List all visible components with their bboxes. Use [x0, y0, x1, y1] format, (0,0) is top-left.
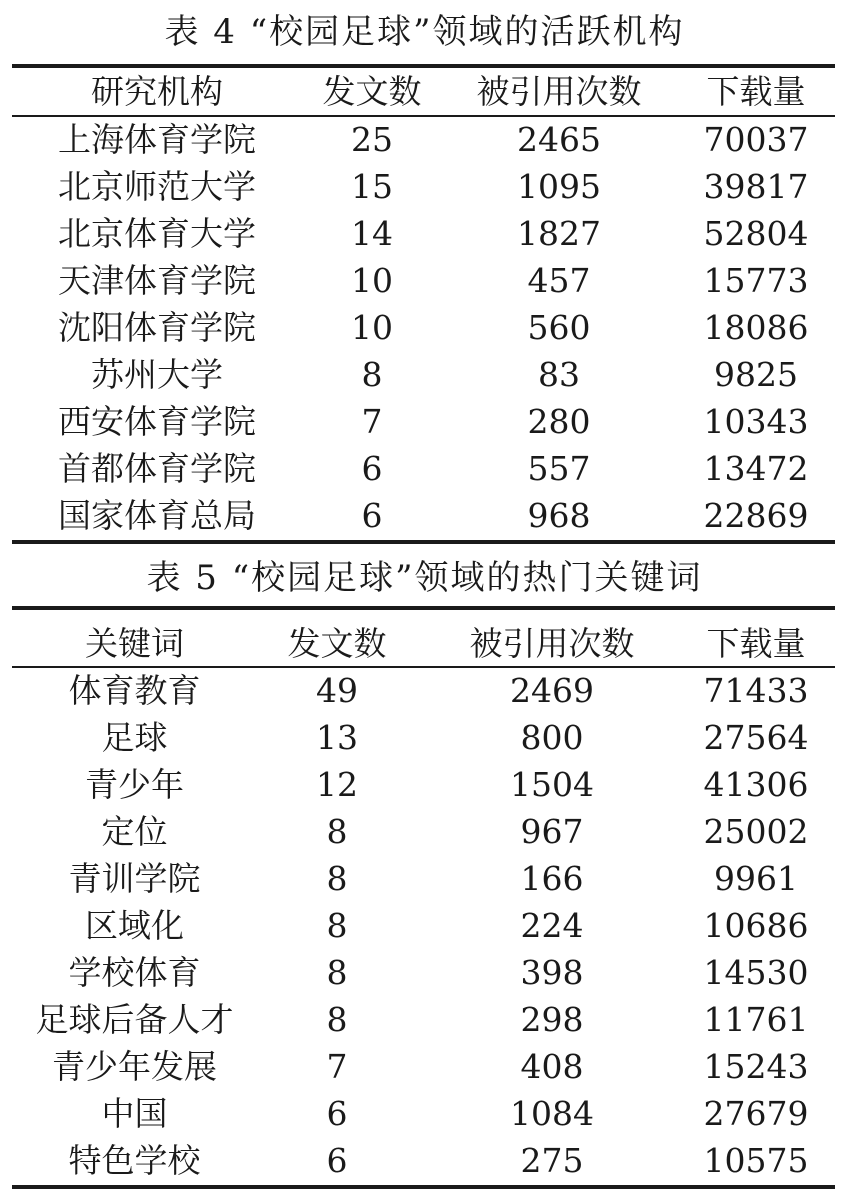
table-5-bottom-rule — [12, 1185, 835, 1189]
table-4-header-downloads: 下载量 — [706, 72, 806, 111]
papers-cell: 14 — [351, 214, 393, 253]
papers-cell: 6 — [326, 1141, 348, 1180]
downloads-cell: 27679 — [703, 1094, 809, 1133]
papers-cell: 8 — [326, 1000, 348, 1039]
keyword-cell: 足球后备人才 — [35, 1000, 234, 1039]
citations-cell: 968 — [527, 496, 591, 535]
citations-cell: 1504 — [510, 765, 594, 804]
table-5-header-keyword: 关键词 — [85, 624, 184, 663]
downloads-cell: 10686 — [703, 906, 809, 945]
table-5-caption: 表 5 “校园足球”领域的热门关键词 — [146, 558, 703, 598]
keyword-cell: 学校体育 — [68, 953, 201, 992]
table-row — [12, 163, 835, 210]
downloads-cell: 13472 — [703, 449, 809, 488]
keyword-cell: 青少年发展 — [52, 1047, 217, 1086]
papers-cell: 10 — [351, 261, 393, 300]
downloads-cell: 41306 — [703, 765, 809, 804]
papers-cell: 25 — [351, 120, 393, 159]
citations-cell: 1084 — [510, 1094, 594, 1133]
table-row — [12, 210, 835, 257]
papers-cell: 8 — [326, 859, 348, 898]
table-row — [12, 808, 835, 855]
institution-cell: 天津体育学院 — [58, 261, 256, 300]
table-row — [12, 996, 835, 1043]
papers-cell: 49 — [316, 671, 358, 710]
downloads-cell: 9961 — [714, 859, 798, 898]
table-5-header-papers: 发文数 — [287, 624, 387, 663]
downloads-cell: 18086 — [703, 308, 809, 347]
downloads-cell: 11761 — [703, 1000, 809, 1039]
papers-cell: 10 — [351, 308, 393, 347]
downloads-cell: 15773 — [703, 261, 809, 300]
keyword-cell: 青少年 — [85, 765, 184, 804]
keyword-cell: 青训学院 — [68, 859, 201, 898]
institution-cell: 国家体育总局 — [58, 496, 256, 535]
institution-cell: 首都体育学院 — [58, 449, 256, 488]
table-row — [12, 398, 835, 445]
citations-cell: 2465 — [517, 120, 601, 159]
papers-cell: 6 — [361, 449, 383, 488]
downloads-cell: 10343 — [703, 402, 809, 441]
downloads-cell: 14530 — [703, 953, 809, 992]
table-row — [12, 1090, 835, 1137]
citations-cell: 967 — [520, 812, 584, 851]
table-5-header-downloads: 下载量 — [706, 624, 806, 663]
table-row — [12, 445, 835, 492]
table-5-top-rule — [12, 606, 835, 610]
table-5-header-citations: 被引用次数 — [469, 624, 635, 663]
citations-cell: 1095 — [517, 167, 601, 206]
citations-cell: 408 — [520, 1047, 584, 1086]
citations-cell: 457 — [527, 261, 591, 300]
institution-cell: 上海体育学院 — [58, 120, 256, 159]
papers-cell: 6 — [361, 496, 383, 535]
downloads-cell: 10575 — [703, 1141, 809, 1180]
table-4-header-citations: 被引用次数 — [476, 72, 642, 111]
citations-cell: 800 — [520, 718, 584, 757]
papers-cell: 15 — [351, 167, 393, 206]
institution-cell: 沈阳体育学院 — [58, 308, 256, 347]
downloads-cell: 9825 — [714, 355, 798, 394]
papers-cell: 8 — [326, 812, 348, 851]
downloads-cell: 25002 — [703, 812, 809, 851]
table-row — [12, 492, 835, 539]
keyword-cell: 足球 — [101, 718, 168, 757]
keyword-cell: 定位 — [101, 812, 168, 851]
citations-cell: 280 — [527, 402, 591, 441]
citations-cell: 557 — [527, 449, 591, 488]
downloads-cell: 27564 — [703, 718, 809, 757]
institution-cell: 西安体育学院 — [58, 402, 256, 441]
table-5-header-row — [12, 620, 835, 667]
table-row — [12, 949, 835, 996]
institution-cell: 苏州大学 — [91, 355, 223, 394]
citations-cell: 2469 — [510, 671, 594, 710]
citations-cell: 224 — [520, 906, 584, 945]
table-4-caption: 表 4 “校园足球”领域的活跃机构 — [164, 12, 685, 52]
table-row — [12, 902, 835, 949]
table-4-header-row — [12, 68, 835, 115]
table-4-bottom-rule — [12, 540, 835, 544]
papers-cell: 8 — [326, 906, 348, 945]
papers-cell: 12 — [316, 765, 358, 804]
keyword-cell: 区域化 — [85, 906, 184, 945]
papers-cell: 8 — [326, 953, 348, 992]
papers-cell: 7 — [326, 1047, 348, 1086]
citations-cell: 83 — [538, 355, 580, 394]
papers-cell: 13 — [316, 718, 358, 757]
papers-cell: 6 — [326, 1094, 348, 1133]
downloads-cell: 71433 — [703, 671, 809, 710]
citations-cell: 398 — [520, 953, 584, 992]
citations-cell: 560 — [527, 308, 591, 347]
institution-cell: 北京师范大学 — [58, 167, 256, 206]
papers-cell: 8 — [361, 355, 383, 394]
table-row — [12, 1137, 835, 1184]
institution-cell: 北京体育大学 — [58, 214, 256, 253]
table-row — [12, 257, 835, 304]
citations-cell: 166 — [520, 859, 584, 898]
table-row — [12, 304, 835, 351]
keyword-cell: 特色学校 — [68, 1141, 201, 1180]
citations-cell: 298 — [520, 1000, 584, 1039]
downloads-cell: 22869 — [703, 496, 809, 535]
papers-cell: 7 — [361, 402, 383, 441]
table-row — [12, 855, 835, 902]
citations-cell: 275 — [520, 1141, 584, 1180]
table-row — [12, 116, 835, 163]
downloads-cell: 39817 — [703, 167, 809, 206]
keyword-cell: 体育教育 — [68, 671, 201, 710]
table-row — [12, 351, 835, 398]
table-4-header-papers: 发文数 — [322, 72, 422, 111]
downloads-cell: 52804 — [703, 214, 809, 253]
table-row — [12, 714, 835, 761]
table-row — [12, 667, 835, 714]
downloads-cell: 70037 — [703, 120, 809, 159]
downloads-cell: 15243 — [703, 1047, 809, 1086]
keyword-cell: 中国 — [101, 1094, 168, 1133]
citations-cell: 1827 — [517, 214, 601, 253]
table-row — [12, 1043, 835, 1090]
table-4-header-institution: 研究机构 — [91, 72, 223, 111]
table-row — [12, 761, 835, 808]
